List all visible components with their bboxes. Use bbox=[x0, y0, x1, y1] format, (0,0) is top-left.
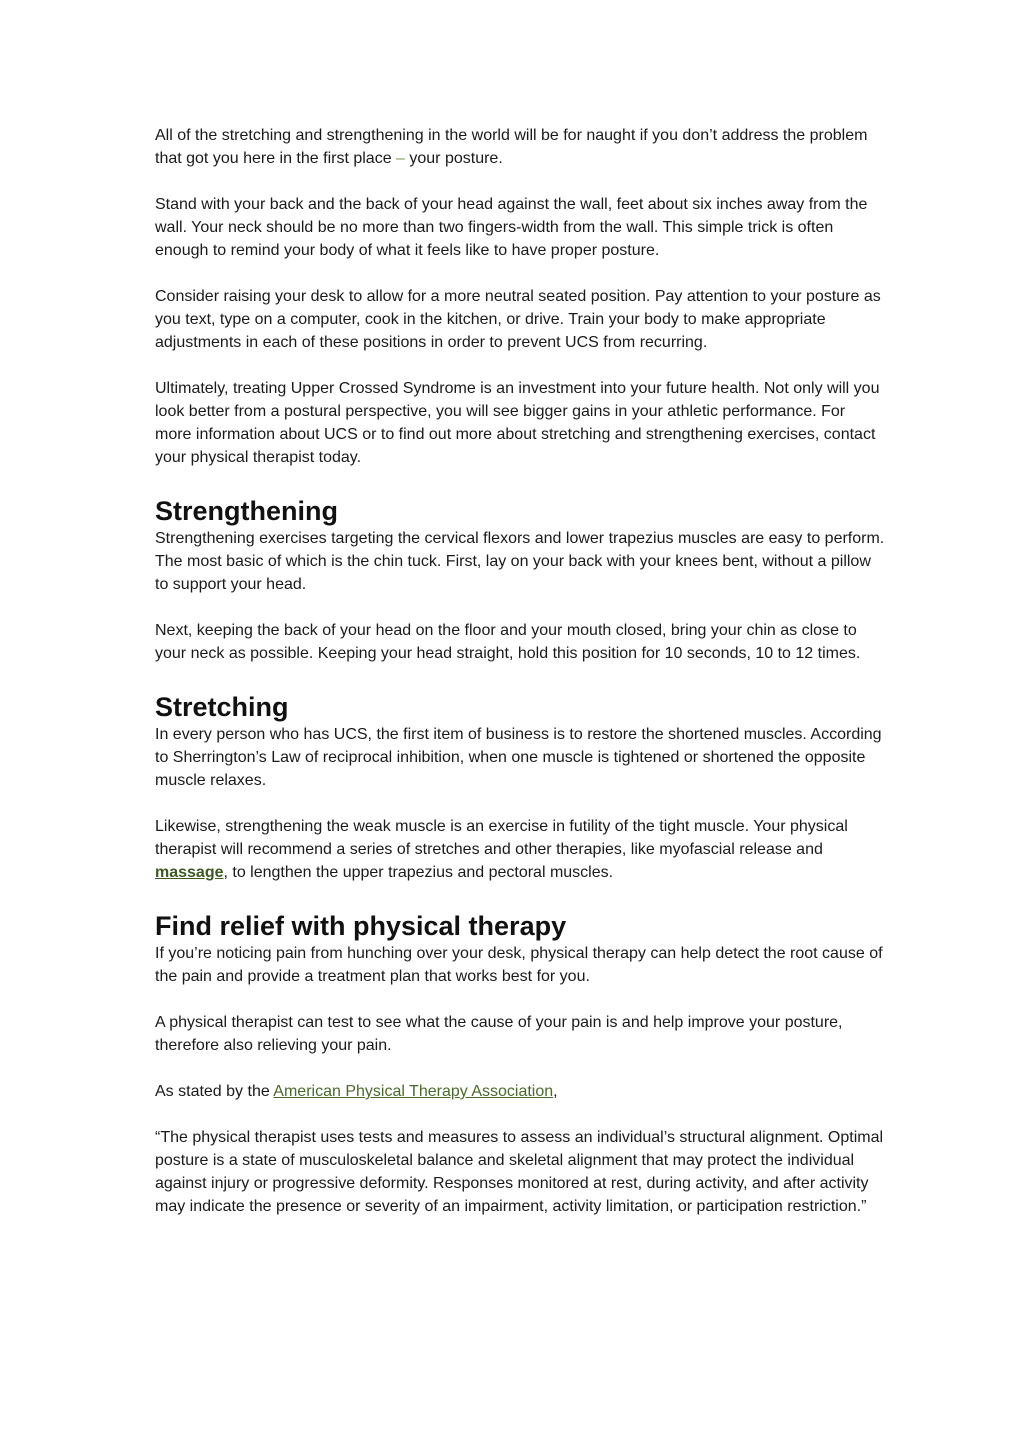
apta-link[interactable]: American Physical Therapy Association bbox=[273, 1083, 554, 1100]
document-page bbox=[155, 124, 885, 1241]
relief-text-end: , bbox=[553, 1083, 558, 1100]
intro-text-end: your posture. bbox=[404, 150, 503, 167]
massage-link[interactable]: massage bbox=[155, 864, 224, 881]
stretching-paragraph-1: In every person who has UCS, the first item of business is to restore the shortened muscles. According to Sherrington’s Law of reciprocal inhibition, when one muscle is tightened or shortened the opposite muscle relaxes. bbox=[155, 726, 882, 789]
relief-paragraph-1: If you’re noticing pain from hunching over your desk, physical therapy can help detect the root cause of the pain and provide a treatment plan that works best for you. bbox=[155, 945, 883, 985]
intro-paragraph-posture bbox=[155, 124, 885, 170]
dash: – bbox=[396, 150, 405, 167]
heading-find-relief: Find relief with physical therapy bbox=[155, 911, 567, 941]
heading-strengthening: Strengthening bbox=[155, 496, 338, 526]
heading-stretching: Stretching bbox=[155, 692, 289, 722]
relief-paragraph-3 bbox=[155, 1080, 885, 1103]
apta-quote: “The physical therapist uses tests and measures to assess an individual’s structural alignment. Optimal posture is a state of musculoskeletal balance and skeletal alignment that may protect the individual against injury or progressive deformity. Responses monitored at rest, during activity, and after activity may indicate the presence or severity of an impairment, activity limitation, or participation restriction.” bbox=[155, 1129, 884, 1215]
intro-paragraph-desk: Consider raising your desk to allow for a more neutral seated position. Pay attention to your posture as you text, type on a computer, cook in the kitchen, or drive. Train your body to make appropriate adjustments in each of these positions in order to prevent UCS from recurring. bbox=[155, 288, 881, 351]
stretching-text-end: , to lengthen the upper trapezius and pectoral muscles. bbox=[223, 864, 614, 881]
strengthening-paragraph-1: Strengthening exercises targeting the cervical flexors and lower trapezius muscles are easy to perform. The most basic of which is the chin tuck. First, lay on your back with your knees bent, without a pillow to support your head. bbox=[155, 530, 885, 593]
relief-paragraph-2: A physical therapist can test to see what the cause of your pain is and help improve your posture, therefore also relieving your pain. bbox=[155, 1014, 843, 1054]
stretching-paragraph-2 bbox=[155, 815, 885, 884]
intro-paragraph-wall: Stand with your back and the back of your head against the wall, feet about six inches away from the wall. Your neck should be no more than two fingers-width from the wall. This simple trick is often enough to remind your body of what it feels like to have proper posture. bbox=[155, 196, 868, 259]
intro-paragraph-ultimately: Ultimately, treating Upper Crossed Syndrome is an investment into your future health. Not only will you look better from a postural perspective, you will see bigger gains in your athletic performance. For more information about UCS or to find out more about stretching and strengthening exercises, contact your physical therapist today. bbox=[155, 380, 880, 466]
stretching-text: Likewise, strengthening the weak muscle is an exercise in futility of the tight muscle. Your physical therapist will recommend a series of stretches and other therapies, like myofascial release and bbox=[155, 818, 848, 858]
strengthening-paragraph-2: Next, keeping the back of your head on the floor and your mouth closed, bring your chin as close to your neck as possible. Keeping your head straight, hold this position for 10 seconds, 10 to 12 times. bbox=[155, 622, 861, 662]
relief-text: As stated by the bbox=[155, 1083, 274, 1100]
intro-text: All of the stretching and strengthening in the world will be for naught if you don’t address the problem that got you here in the first place bbox=[155, 127, 868, 167]
